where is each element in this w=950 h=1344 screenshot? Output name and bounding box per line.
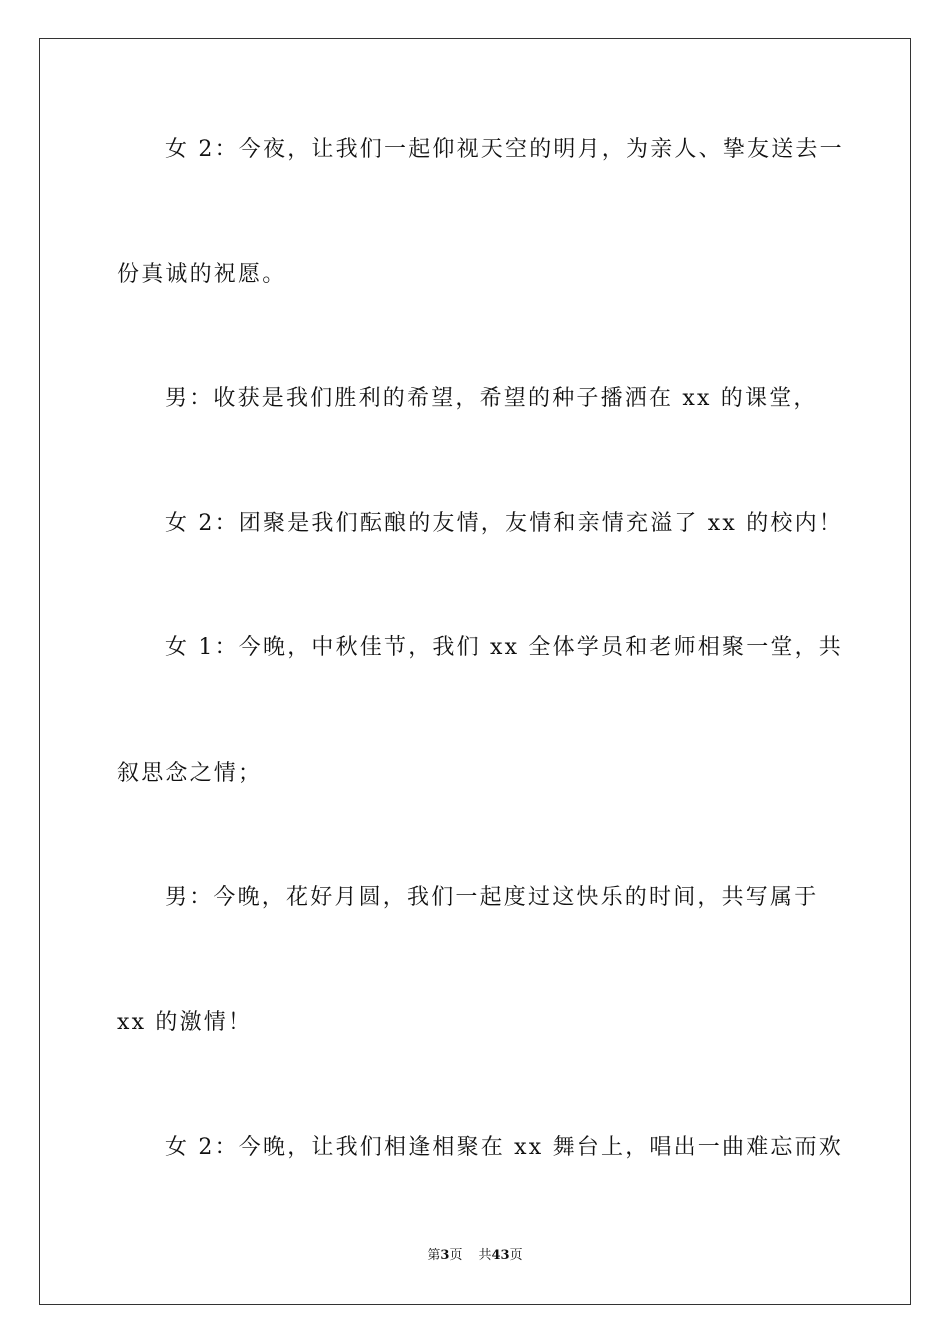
paragraph-line: xx 的激情！ bbox=[117, 1010, 253, 1035]
paragraph-line: 男：收获是我们胜利的希望，希望的种子播洒在 xx 的课堂， bbox=[165, 386, 818, 411]
total-pages: 43 bbox=[491, 1248, 510, 1263]
page-footer bbox=[0, 1246, 950, 1266]
page-number: 3 bbox=[440, 1248, 450, 1263]
page-frame bbox=[39, 38, 911, 1305]
page-prefix: 第 bbox=[427, 1248, 441, 1263]
paragraph-line: 女 1：今晚，中秋佳节，我们 xx 全体学员和老师相聚一堂，共 bbox=[165, 635, 843, 660]
paragraph-line: 叙思念之情； bbox=[117, 761, 263, 786]
paragraph-line: 男：今晚，花好月圆，我们一起度过这快乐的时间，共写属于 bbox=[165, 885, 819, 910]
total-unit: 页 bbox=[509, 1248, 523, 1263]
paragraph-line: 份真诚的祝愿。 bbox=[117, 262, 287, 287]
paragraph-line: 女 2：今晚，让我们相逢相聚在 xx 舞台上，唱出一曲难忘而欢 bbox=[165, 1135, 843, 1160]
paragraph-line: 女 2：今夜，让我们一起仰视天空的明月，为亲人、挚友送去一 bbox=[165, 137, 844, 162]
page-unit: 页 bbox=[449, 1248, 463, 1263]
total-prefix: 共 bbox=[478, 1248, 492, 1263]
paragraph-line: 女 2：团聚是我们酝酿的友情，友情和亲情充溢了 xx 的校内！ bbox=[165, 511, 843, 536]
